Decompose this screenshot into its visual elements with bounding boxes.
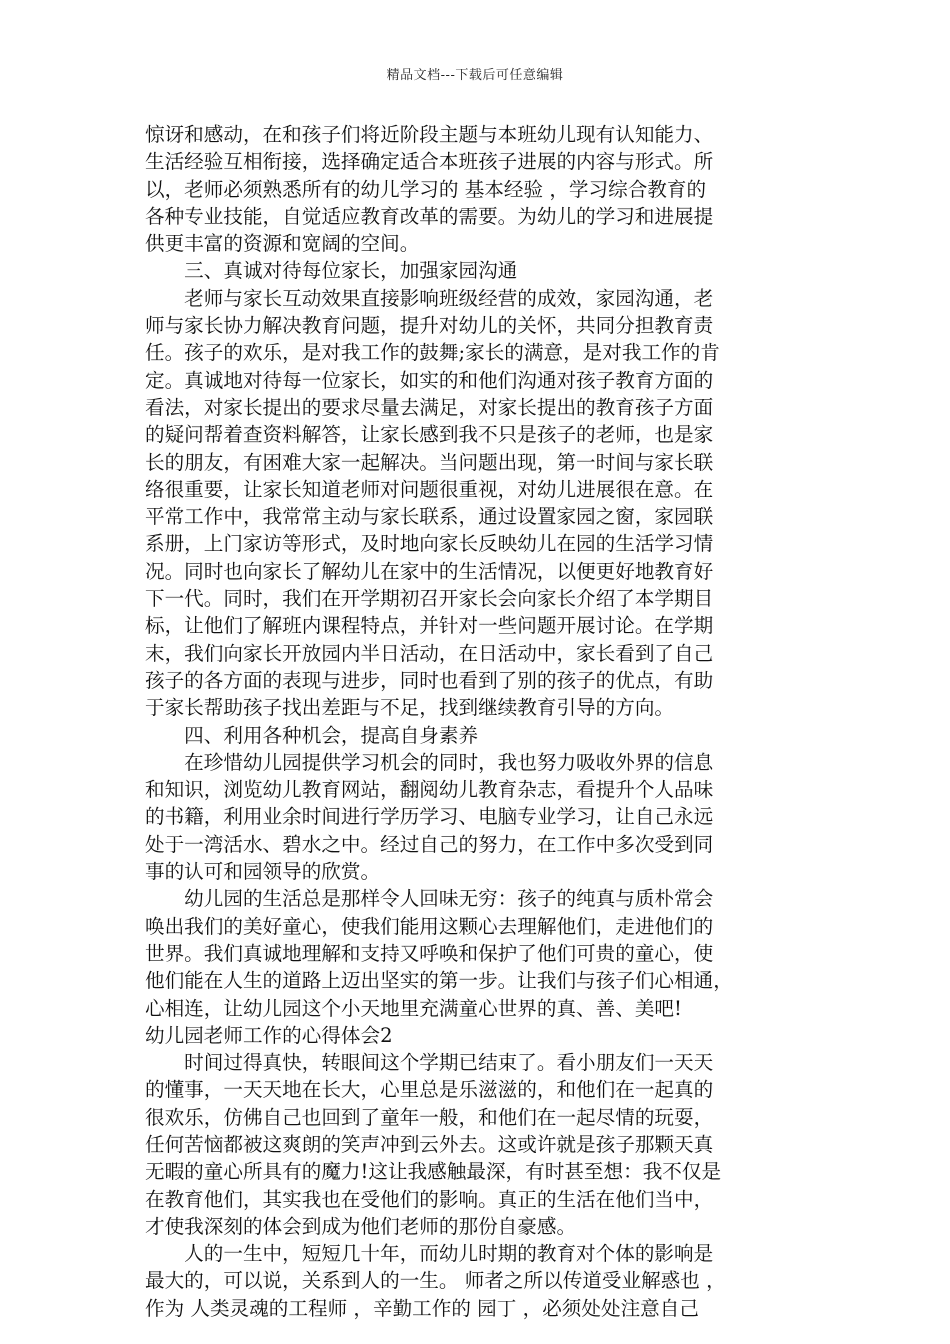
text-line: 老师与家长互动效果直接影响班级经营的成效，家园沟通，老 bbox=[145, 286, 714, 310]
document-body bbox=[145, 121, 815, 1322]
text-line: 他们能在人生的道路上迈出坚实的第一步。让我们与孩子们心相通， bbox=[145, 969, 733, 993]
text-line: 况。同时也向家长了解幼儿在家中的生活情况，以便更好地教育好 bbox=[145, 559, 714, 583]
text-line: 各种专业技能，自觉适应教育改革的需要。为幼儿的学习和进展提 bbox=[145, 204, 714, 228]
text-line: 末，我们向家长开放园内半日活动，在日活动中，家长看到了自己 bbox=[145, 641, 714, 665]
text-line: 惊讶和感动，在和孩子们将近阶段主题与本班幼儿现有认知能力、 bbox=[145, 123, 714, 146]
text-line: 无暇的童心所具有的魔力!这让我感触最深，有时甚至想：我不仅是 bbox=[145, 1160, 722, 1184]
text-line: 时间过得真快，转眼间这个学期已结束了。看小朋友们一天天 bbox=[145, 1051, 714, 1075]
text-line: 标，让他们了解班内课程特点，并针对一些问题开展讨论。在学期 bbox=[145, 614, 714, 638]
text-line: 很欢乐，仿佛自己也回到了童年一般，和他们在一起尽情的玩耍， bbox=[145, 1105, 714, 1129]
text-line: 的书籍，利用业余时间进行学历学习、电脑专业学习，让自己永远 bbox=[145, 805, 714, 829]
text-line: 看法，对家长提出的要求尽量去满足，对家长提出的教育孩子方面 bbox=[145, 395, 714, 419]
text-line: 幼儿园老师工作的心得体会2 bbox=[145, 1023, 393, 1047]
text-line: 供更丰富的资源和宽阔的空间。 bbox=[145, 232, 420, 256]
text-line: 唤出我们的美好童心，使我们能用这颗心去理解他们，走进他们的 bbox=[145, 914, 714, 938]
text-line: 定。真诚地对待每一位家长，如实的和他们沟通对孩子教育方面的 bbox=[145, 368, 714, 392]
text-line: 长的朋友，有困难大家一起解决。当问题出现，第一时间与家长联 bbox=[145, 450, 714, 474]
text-line: 络很重要，让家长知道老师对问题很重视，对幼儿进展很在意。在 bbox=[145, 477, 714, 501]
text-line: 心相连，让幼儿园这个小天地里充满童心世界的真、善、美吧! bbox=[145, 996, 682, 1020]
text-line: 在教育他们，其实我也在受他们的影响。真正的生活在他们当中， bbox=[145, 1187, 714, 1211]
text-line: 于家长帮助孩子找出差距与不足，找到继续教育引导的方向。 bbox=[145, 696, 675, 720]
text-line: 任。孩子的欢乐，是对我工作的鼓舞;家长的满意，是对我工作的肯 bbox=[145, 341, 720, 365]
text-line: 系册，上门家访等形式，及时地向家长反映幼儿在园的生活学习情 bbox=[145, 532, 714, 556]
text-line: 四、利用各种机会，提高自身素养 bbox=[145, 723, 479, 747]
text-line: 孩子的各方面的表现与进步，同时也看到了别的孩子的优点，有助 bbox=[145, 668, 714, 692]
text-line: 和知识，浏览幼儿教育网站，翻阅幼儿教育杂志，看提升个人品味 bbox=[145, 778, 714, 802]
text-line: 的懂事，一天天地在长大，心里总是乐滋滋的，和他们在一起真的 bbox=[145, 1078, 714, 1102]
text-line: 幼儿园的生活总是那样令人回味无穷：孩子的纯真与质朴常会 bbox=[145, 887, 714, 911]
text-line: 生活经验互相衔接，选择确定适合本班孩子进展的内容与形式。所 bbox=[145, 150, 714, 174]
text-line: 三、真诚对待每位家长，加强家园沟通 bbox=[145, 259, 518, 283]
text-line: 最大的，可以说，关系到人的一生。 师者之所以传道受业解惑也 ， bbox=[145, 1269, 726, 1293]
text-line: 在珍惜幼儿园提供学习机会的同时，我也努力吸收外界的信息 bbox=[145, 750, 714, 774]
text-line: 的疑问帮着查资料解答，让家长感到我不只是孩子的老师，也是家 bbox=[145, 423, 714, 447]
text-line: 平常工作中，我常常主动与家长联系，通过设置家园之窗，家园联 bbox=[145, 505, 714, 529]
text-line: 以，老师必须熟悉所有的幼儿学习的 基本经验 ，学习综合教育的 bbox=[145, 177, 707, 201]
text-line: 处于一湾活水、碧水之中。经过自己的努力，在工作中多次受到同 bbox=[145, 832, 714, 856]
text-line: 人的一生中，短短几十年，而幼儿时期的教育对个体的影响是 bbox=[145, 1242, 714, 1266]
page-header: 精品文档---下载后可任意编辑 bbox=[386, 68, 564, 83]
text-line: 作为 人类灵魂的工程师 ，辛勤工作的 园丁 ，必须处处注意自己 bbox=[145, 1296, 699, 1320]
text-line: 才使我深刻的体会到成为他们老师的那份自豪感。 bbox=[145, 1214, 577, 1238]
text-line: 任何苦恼都被这爽朗的笑声冲到云外去。这或许就是孩子那颗天真 bbox=[145, 1132, 714, 1156]
text-line: 师与家长协力解决教育问题，提升对幼儿的关怀，共同分担教育责 bbox=[145, 314, 714, 338]
text-line: 下一代。同时，我们在开学期初召开家长会向家长介绍了本学期目 bbox=[145, 587, 714, 611]
text-line: 事的认可和园领导的欣赏。 bbox=[145, 860, 381, 884]
text-line: 世界。我们真诚地理解和支持又呼唤和保护了他们可贵的童心，使 bbox=[145, 941, 714, 965]
